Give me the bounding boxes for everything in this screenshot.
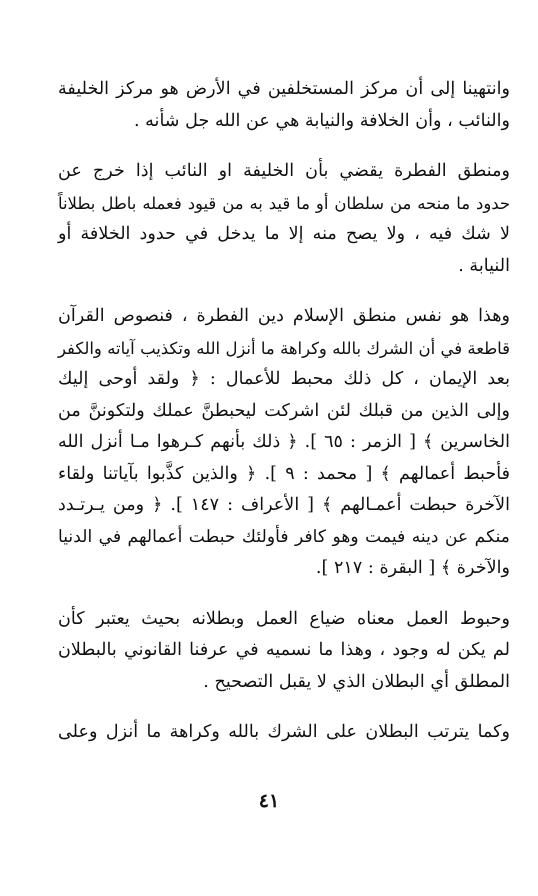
text-line: وحبوط العمل معناه ضياع العمل وبطلانه بحيث يعتبر كأن (58, 608, 510, 629)
paragraph-quran-texts (58, 301, 510, 585)
text-line: قاطعة في أن الشرك بالله وكراهة ما أنزل الله وتكذيب آياته والكفر (58, 338, 510, 358)
text-line: حدود ما منحه من سلطان أو ما قيد به من قيود فعمله باطل بطلاناً (58, 193, 510, 213)
paragraph-gap (58, 282, 510, 301)
text-line: والآخرة ﴾ [ البقرة : ٢١٧ ]. (315, 558, 510, 578)
text-line: منكم عن دينه فيمت وهو كافر فأولئك حبطت أعمالهم في الدنيا (58, 526, 510, 547)
text-line: وهذا هو نفس منطق الإسلام دين الفطرة ، فنصوص القرآن (58, 306, 510, 326)
text-line: الآخرة حبطت أعمـالهم ﴾ [ الأعراف : ١٤٧ ]. ﴿ ومن يـرتـدد (58, 495, 511, 515)
text-line: والنائب ، وأن الخلافة والنيابة هي عن الله جل شأنه . (133, 110, 510, 131)
paragraph-hubut (58, 604, 510, 699)
text-line: وكما يترتب البطلان على الشرك بالله وكراهة ما أنزل وعلى (58, 722, 510, 742)
body-text (58, 74, 510, 749)
text-line: وانتهينا إلى أن مركز المستخلفين في الأرض هو مركز الخليفة (58, 79, 510, 99)
page-number: ٤١ (258, 790, 280, 812)
paragraph-fitra-logic (58, 156, 510, 282)
text-line: فأحبط أعمالهم ﴾ [ محمد : ٩ ]. ﴿ والذين كذَّبوا بآياتنا ولقاء (58, 463, 510, 484)
paragraph-gap (58, 698, 510, 717)
text-line: المطلق أي البطلان الذي لا يقبل التصحيح . (203, 671, 510, 692)
paragraph-gap (58, 585, 510, 604)
text-line: الخاسرين ﴾ [ الزمر : ٦٥ ]. ﴿ ذلك بأنهم كـرهوا مـا أنزل الله (58, 432, 510, 452)
text-line: ومنطق الفطرة يقضي بأن الخليفة او النائب إذا خرج عن (58, 161, 510, 181)
text-line: لا شك فيه ، ولا يصح منه إلا ما يدخل في حدود الخلافة أو (58, 224, 510, 244)
text-line: النيابة . (458, 255, 510, 276)
paragraph-gap (58, 137, 510, 156)
text-line: بعد الإيمان ، كل ذلك محبط للأعمال : ﴿ ولقد أوحى إليك (58, 369, 510, 389)
paragraph-khilafa (58, 74, 510, 137)
text-line: وإلى الذين من قبلك لئن اشركت ليحبطنَّ عملك ولتكوننَّ من (58, 400, 510, 421)
text-line: لم يكن له وجود ، وهذا ما نسميه في عرفنا القانوني بالبطلان (58, 640, 510, 660)
paragraph-continuation (58, 717, 510, 749)
